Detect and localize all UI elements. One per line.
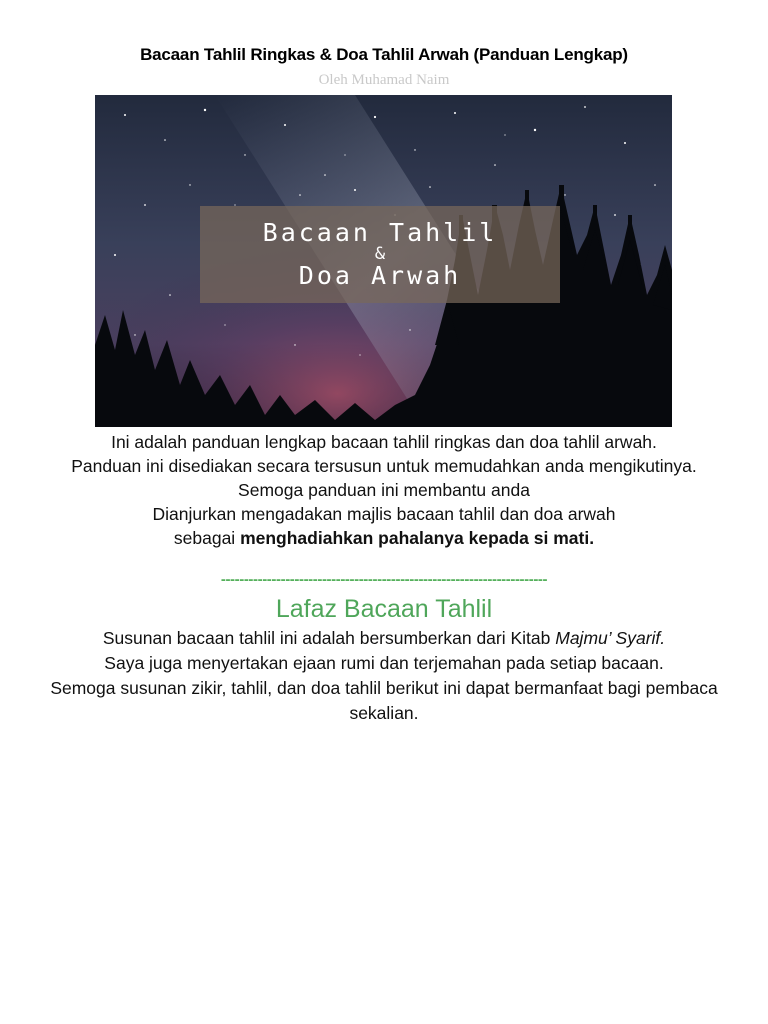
document-title: Bacaan Tahlil Ringkas & Doa Tahlil Arwah (Panduan Lengkap) [140, 45, 628, 64]
hero-title-line-2: Doa Arwah [298, 261, 462, 290]
author-byline: Oleh Muhamad Naim [318, 72, 450, 88]
paragraph-line [40, 626, 728, 651]
hero-image [95, 95, 672, 427]
hero-title-ampersand: & [374, 244, 386, 264]
intro-line-prefix: sebagai [173, 528, 241, 548]
book-title: Majmu’ Syarif. [555, 628, 666, 648]
intro-line: Panduan ini disediakan secara tersusun untuk memudahkan anda mengikutinya. [71, 456, 697, 476]
intro-line: Semoga panduan ini membantu anda [238, 480, 530, 500]
intro-paragraph [40, 430, 728, 550]
section-divider: ----------------------------------------------------------------------- [220, 571, 548, 588]
intro-line: Ini adalah panduan lengkap bacaan tahlil ringkas dan doa tahlil arwah. [111, 432, 657, 452]
paragraph-line: Saya juga menyertakan ejaan rumi dan terjemahan pada setiap bacaan. [104, 653, 664, 673]
intro-line-emphasis [40, 526, 728, 550]
hero-title-line-1: Bacaan Tahlil [262, 218, 498, 247]
intro-line: Dianjurkan mengadakan majlis bacaan tahlil dan doa arwah [152, 504, 616, 524]
hero-title-banner [200, 206, 560, 303]
paragraph-text: Susunan bacaan tahlil ini adalah bersumberkan dari Kitab [102, 628, 556, 648]
section-paragraph [40, 626, 728, 726]
intro-emphasis-text: menghadiahkan pahalanya kepada si mati. [240, 528, 595, 548]
paragraph-line: Semoga susunan zikir, tahlil, dan doa tahlil berikut ini dapat bermanfaat bagi pembaca sekalian. [50, 678, 718, 723]
section-heading: Lafaz Bacaan Tahlil [275, 595, 493, 623]
